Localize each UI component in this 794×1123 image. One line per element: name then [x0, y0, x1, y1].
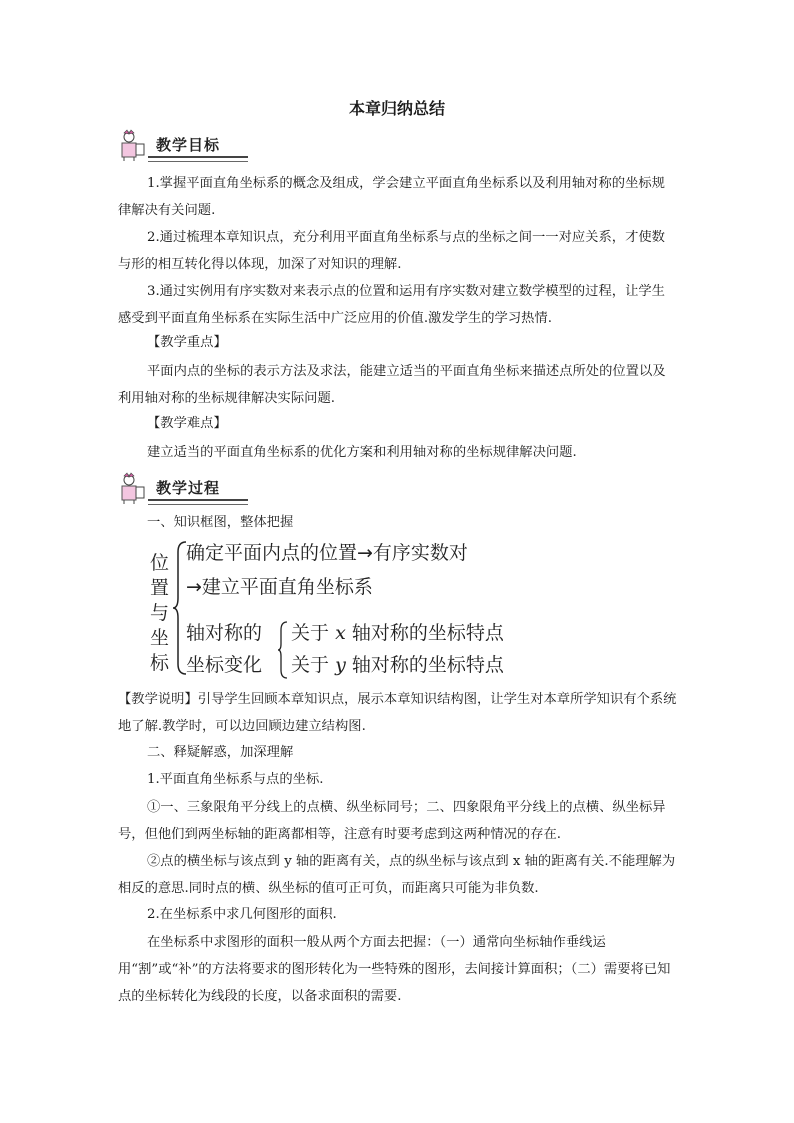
diagram-about-y	[291, 650, 504, 677]
student-figure-icon	[118, 471, 152, 505]
banner-underline	[148, 499, 248, 501]
banner-underline	[148, 504, 248, 505]
goal-paragraph-1: 1.掌握平面直角坐标系的概念及组成，学会建立平面直角坐标系以及利用轴对称的坐标规律解决有关问题.	[118, 176, 665, 218]
item-1a-paragraph: ①一、三象限角平分线上的点横、纵坐标同号；二、四象限角平分线上的点横、纵坐标异号，但他们到两坐标轴的距离都相等，注意有时要考虑到这两种情况的存在.	[118, 800, 666, 842]
section-banner-process	[118, 473, 248, 505]
diagram-vertical-char: 与	[150, 602, 170, 624]
axis-feature-text: 轴对称的坐标特点	[351, 622, 504, 644]
section-heading-1: 一、知识框图，整体把握	[147, 515, 294, 530]
about-word: 关于	[291, 622, 330, 644]
banner-label: 教学过程	[156, 479, 221, 497]
axis-feature-text: 轴对称的坐标特点	[351, 654, 504, 676]
student-figure-icon	[118, 128, 152, 162]
goal-paragraph-2: 2.通过梳理本章知识点，充分利用平面直角坐标系与点的坐标之间一一对应关系，才使数与形的相互转化得以体现，加深了对知识的理解.	[118, 230, 665, 272]
diagram-vertical-char: 标	[150, 652, 170, 674]
key-heading: 【教学重点】	[147, 335, 227, 350]
diagram-line-coordinate-system: →建立平面直角坐标系	[186, 576, 373, 598]
knowledge-diagram	[146, 538, 566, 678]
item-2-heading: 2.在坐标系中求几何图形的面积.	[147, 907, 337, 922]
banner-underline	[148, 156, 248, 158]
page-title: 本章归纳总结	[348, 99, 445, 118]
key-paragraph: 平面内点的坐标的表示方法及求法，能建立适当的平面直角坐标来描述点所处的位置以及利用轴对称的坐标规律解决实际问题.	[118, 364, 666, 406]
item-2a-paragraph: 在坐标系中求图形的面积一般从两个方面去把握：（一）通常向坐标轴作垂线运用“割”或“补”的方法将要求的图形转化为一些特殊的图形，去间接计算面积；（二）需要将已知点的坐标转化为线段的长度，以备求面积的需要.	[118, 935, 671, 1004]
small-brace	[277, 620, 289, 680]
diagram-vertical-char: 置	[150, 577, 170, 599]
diagram-line-position: 确定平面内点的位置→有序实数对	[186, 542, 468, 564]
section-banner-goals	[118, 130, 248, 162]
teaching-note: 【教学说明】引导学生回顾本章知识点，展示本章知识结构图，让学生对本章所学知识有个系统地了解.教学时，可以边回顾边建立结构图.	[118, 692, 677, 734]
diagram-symmetry-label-2: 坐标变化	[186, 654, 263, 676]
difficult-heading: 【教学难点】	[147, 416, 227, 431]
y-variable: y	[335, 654, 346, 676]
item-1b-paragraph: ②点的横坐标与该点到 y 轴的距离有关，点的纵坐标与该点到 x 轴的距离有关.不能理解为相反的意思.同时点的横、纵坐标的值可正可负，而距离只可能为非负数.	[118, 854, 676, 896]
diagram-symmetry-label-1: 轴对称的	[186, 622, 263, 644]
x-variable: x	[335, 622, 346, 644]
diagram-vertical-char: 坐	[150, 627, 170, 649]
item-1-heading: 1.平面直角坐标系与点的坐标.	[147, 772, 324, 787]
banner-underline	[148, 161, 248, 162]
diagram-vertical-char: 位	[150, 552, 170, 574]
difficult-paragraph: 建立适当的平面直角坐标系的优化方案和利用轴对称的坐标规律解决问题.	[147, 445, 577, 460]
diagram-about-x	[291, 618, 504, 645]
goal-paragraph-3: 3.通过实例用有序实数对来表示点的位置和运用有序实数对建立数学模型的过程，让学生感受到平面直角坐标系在实际生活中广泛应用的价值.激发学生的学习热情.	[118, 284, 665, 326]
banner-label: 教学目标	[156, 136, 221, 154]
about-word: 关于	[291, 654, 330, 676]
section-heading-2: 二、释疑解惑，加深理解	[147, 745, 294, 760]
